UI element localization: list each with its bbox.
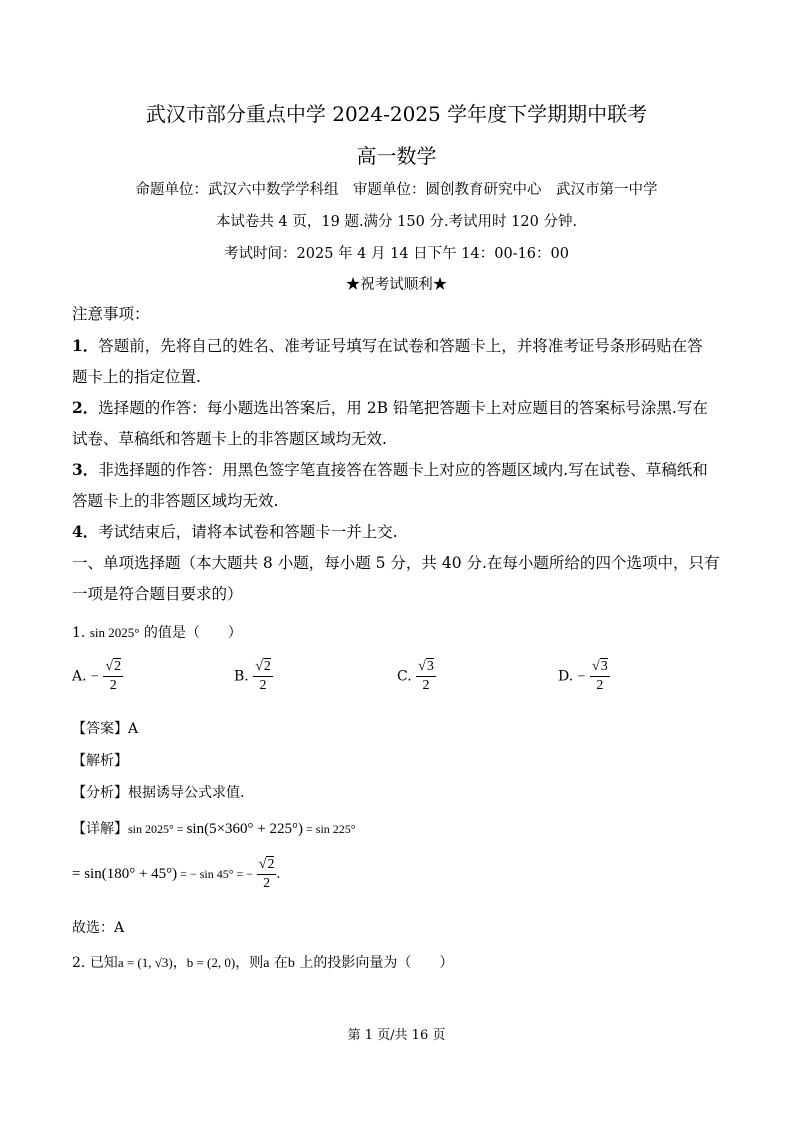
vector-a-definition: a = (1, √3) xyxy=(117,955,173,970)
option-label: B. xyxy=(234,668,249,685)
option-numerator: 3 xyxy=(600,659,608,674)
question-1 xyxy=(72,623,242,643)
question-expression: sin 2025° xyxy=(89,625,140,640)
notice-text: 选择题的作答：每小题选出答案后，用 2B 铅笔把答题卡上对应题目的答案标号涂黑.写在 xyxy=(98,399,708,417)
option-numerator: 2 xyxy=(263,659,271,674)
notice-text: 答题前，先将自己的姓名、准考证号填写在试卷和答题卡上，并将准考证号条形码贴在答 xyxy=(98,337,703,355)
paper-info: 本试卷共 4 页，19 题.满分 150 分.考试用时 120 分钟. xyxy=(215,214,578,230)
wish-line: ★祝考试顺利★ xyxy=(345,277,448,293)
subject-title: 高一数学 xyxy=(356,144,437,168)
option-denominator: 2 xyxy=(422,678,430,693)
detail-denominator: 2 xyxy=(263,876,271,891)
section-heading: 一、单项选择题（本大题共 8 小题，每小题 5 分，共 40 分.在每小题所给的四个选项中，只有 xyxy=(72,554,720,572)
detail-expr-c: = sin 225° xyxy=(303,822,356,836)
detail-line-1 xyxy=(72,819,356,839)
option-sign: − xyxy=(91,669,99,685)
detail-fraction: $\frac{√2}{2}$ xyxy=(258,857,275,891)
detail-expr-a: sin 2025° = xyxy=(128,822,187,836)
notice-item-2-cont: 试卷、草稿纸和答题卡上的非答题区域均无效. xyxy=(72,430,387,448)
notice-item-1 xyxy=(72,336,703,356)
question-on: 在 xyxy=(269,955,288,971)
setters-line: 命题单位：武汉六中数学学科组 审题单位：圆创教育研究中心 武汉市第一中学 xyxy=(135,182,658,198)
notice-item-1-cont: 题卡上的指定位置. xyxy=(72,368,201,386)
exam-title: 武汉市部分重点中学 2024-2025 学年度下学期期中联考 xyxy=(145,102,648,126)
notice-text: 考试结束后，请将本试卷和答题卡一并上交. xyxy=(98,523,398,541)
option-c xyxy=(397,660,436,693)
fenxi-line xyxy=(72,783,244,803)
fenxi-tag: 【分析】 xyxy=(72,785,128,801)
option-denominator: 2 xyxy=(596,678,604,693)
detail-numerator: 2 xyxy=(267,857,275,872)
vector-b-symbol: b xyxy=(287,956,295,971)
question-number: 1. xyxy=(72,625,86,641)
detail-expr-2a: = sin(180° + 45°) xyxy=(72,865,178,882)
notice-item-4 xyxy=(72,522,398,542)
notice-text: 非选择题的作答：用黑色签字笔直接答在答题卡上对应的答题区域内.写在试卷、草稿纸和 xyxy=(98,461,708,479)
option-fraction: $\frac{√3}{2}$ xyxy=(592,659,608,693)
analysis-tag: 【解析】 xyxy=(72,753,128,769)
answer-tag: 【答案】 xyxy=(72,721,128,737)
notice-number: 2． xyxy=(72,398,99,417)
option-denominator: 2 xyxy=(259,678,267,693)
question-stem: 的值是（ ） xyxy=(143,625,242,641)
exam-time: 考试时间：2025 年 4 月 14 日下午 14：00-16：00 xyxy=(224,246,569,262)
vector-b-definition: b = (2, 0) xyxy=(186,955,236,970)
detail-tag: 【详解】 xyxy=(72,821,128,837)
option-numerator: 3 xyxy=(426,659,434,674)
option-d xyxy=(558,660,610,693)
detail-expr-2b: = − sin 45° = − xyxy=(177,866,254,881)
option-fraction: $\frac{√2}{2}$ xyxy=(105,659,122,693)
vector-a-symbol: a xyxy=(263,956,270,971)
option-denominator: 2 xyxy=(109,678,117,693)
detail-line-2 xyxy=(72,858,280,891)
notice-item-3-cont: 答题卡上的非答题区域均无效. xyxy=(72,492,279,510)
option-fraction: $\frac{√2}{2}$ xyxy=(255,659,271,693)
option-label: D. xyxy=(558,668,574,685)
section-heading-cont: 一项是符合题目要求的） xyxy=(72,585,243,603)
question-number: 2. xyxy=(72,955,86,971)
page-footer: 第 1 页/共 16 页 xyxy=(347,1028,446,1043)
notice-item-3 xyxy=(72,460,708,480)
notice-heading: 注意事项： xyxy=(72,305,150,323)
detail-expr-b: sin(5×360° + 225°) xyxy=(186,821,303,837)
notice-item-2 xyxy=(72,398,708,418)
option-numerator: 2 xyxy=(114,659,122,674)
option-label: C. xyxy=(397,668,412,685)
answer-value: A xyxy=(128,721,139,737)
option-fraction: $\frac{√3}{2}$ xyxy=(418,659,434,693)
detail-end: . xyxy=(276,865,281,882)
fenxi-text: 根据诱导公式求值. xyxy=(128,785,245,801)
answer-line xyxy=(72,719,138,739)
question-lead: 已知 xyxy=(89,955,118,971)
option-b xyxy=(234,660,273,693)
question-stem: 上的投影向量为（ ） xyxy=(294,955,454,971)
option-a xyxy=(72,660,123,693)
option-label: A. xyxy=(72,668,87,685)
option-sign: − xyxy=(577,669,586,685)
question-2 xyxy=(72,953,453,974)
notice-number: 1． xyxy=(72,336,99,355)
choice-line: 故选：A xyxy=(72,920,125,936)
notice-number: 3． xyxy=(72,460,99,479)
notice-number: 4． xyxy=(72,522,99,541)
question-separator: ， xyxy=(172,955,187,971)
question-mid: ，则 xyxy=(235,955,264,971)
